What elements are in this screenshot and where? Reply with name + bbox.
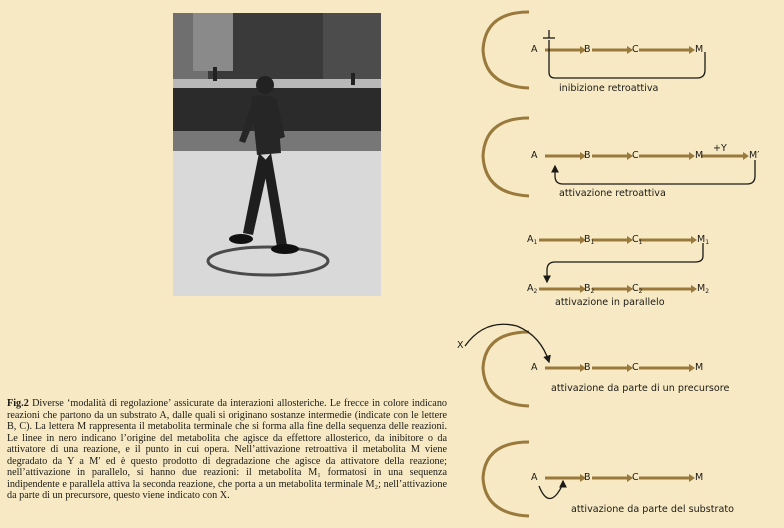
d3-node-b2-letter: B bbox=[584, 283, 591, 294]
d3-node-c2 bbox=[632, 284, 642, 297]
d2-label: attivazione retroattiva bbox=[559, 188, 666, 199]
d3-node-m1-letter: M bbox=[697, 234, 706, 245]
d3-node-a1-letter: A bbox=[527, 234, 534, 245]
d3-node-a2-letter: A bbox=[527, 283, 534, 294]
d3-node-m2-sub: 2 bbox=[705, 288, 710, 295]
d4-node-c: C bbox=[632, 362, 639, 373]
d3-node-a1-sub: 1 bbox=[533, 239, 538, 246]
photograph bbox=[173, 13, 381, 296]
d3-node-c1 bbox=[632, 235, 642, 248]
d3-node-b2 bbox=[584, 284, 594, 297]
d3-node-m1-sub: 1 bbox=[705, 239, 710, 246]
d3-node-c2-letter: C bbox=[632, 283, 639, 294]
d5-label: attivazione da parte del substrato bbox=[571, 504, 734, 515]
d4-node-x: X bbox=[457, 340, 464, 351]
d3-node-b1-sub: 1 bbox=[590, 239, 595, 246]
d1-node-b: B bbox=[584, 44, 591, 55]
d5-node-c: C bbox=[632, 472, 639, 483]
d4-node-m: M bbox=[695, 362, 704, 373]
d1-label: inibizione retroattiva bbox=[559, 83, 659, 94]
d2-node-y: +Y bbox=[713, 143, 727, 154]
d3-node-b2-sub: 2 bbox=[590, 288, 595, 295]
d5-node-b: B bbox=[584, 472, 591, 483]
d3-node-b1 bbox=[584, 235, 594, 248]
d3-node-m2-letter: M bbox=[697, 283, 706, 294]
d3-node-a2 bbox=[527, 284, 537, 297]
d1-node-a: A bbox=[531, 44, 538, 55]
d2-node-b: B bbox=[584, 150, 591, 161]
caption-text: Diverse ‘modalità di regolazione’ assicurate da interazioni allosteriche. Le frecce in colore indicano reazioni che partono da un substrato A, dalle quali si originano sostanze intermedie (indicate con le lettere B, C). La lettera M rappresenta il metabolita terminale che si forma alla fine della sequenza delle reazioni. Le linee in nero indicano l’origine del metabolita che agisce da effettore allosterico, da inibitore o da attivatore di una reazione, e il punto in cui opera. Nell’attivazione retroattiva il metabolita M viene degradato da Y a M′ ed è questo prodotto di degradazione che agisce da attivatore della reazione; nell’attivazione in parallelo, si hanno due reazioni: il metabolita M₁ formatosi in una sequenza indipendente e parallela attiva la seconda reazione, che porta a un metabolita terminale M₂; nell’attivazione da parte di un precursore, questo viene indicato con X. bbox=[7, 398, 448, 501]
d3-label: attivazione in parallelo bbox=[555, 297, 665, 308]
d4-node-a: A bbox=[531, 362, 538, 373]
d3-node-b1-letter: B bbox=[584, 234, 591, 245]
d5-node-m: M bbox=[695, 472, 704, 483]
d3-node-m1 bbox=[697, 235, 709, 248]
d3-node-a2-sub: 2 bbox=[533, 288, 538, 295]
d3-node-c1-sub: 1 bbox=[638, 239, 643, 246]
d1-node-c: C bbox=[632, 44, 639, 55]
d3-node-m2 bbox=[697, 284, 709, 297]
d2-node-mprime: M′ bbox=[749, 150, 760, 161]
diagram-arrows bbox=[455, 0, 784, 528]
caption-label: Fig.2 bbox=[7, 398, 29, 409]
d3-node-c2-sub: 2 bbox=[638, 288, 643, 295]
d4-label: attivazione da parte di un precursore bbox=[551, 383, 730, 394]
d3-node-c1-letter: C bbox=[632, 234, 639, 245]
photo-man-walking-circle-icon bbox=[173, 13, 381, 296]
d1-node-m: M bbox=[695, 44, 704, 55]
d5-node-a: A bbox=[531, 472, 538, 483]
d4-node-b: B bbox=[584, 362, 591, 373]
regulation-diagrams bbox=[455, 0, 784, 528]
figure-caption bbox=[7, 398, 447, 502]
d3-node-a1 bbox=[527, 235, 537, 248]
d2-node-a: A bbox=[531, 150, 538, 161]
d2-node-m: M bbox=[695, 150, 704, 161]
d2-node-c: C bbox=[632, 150, 639, 161]
